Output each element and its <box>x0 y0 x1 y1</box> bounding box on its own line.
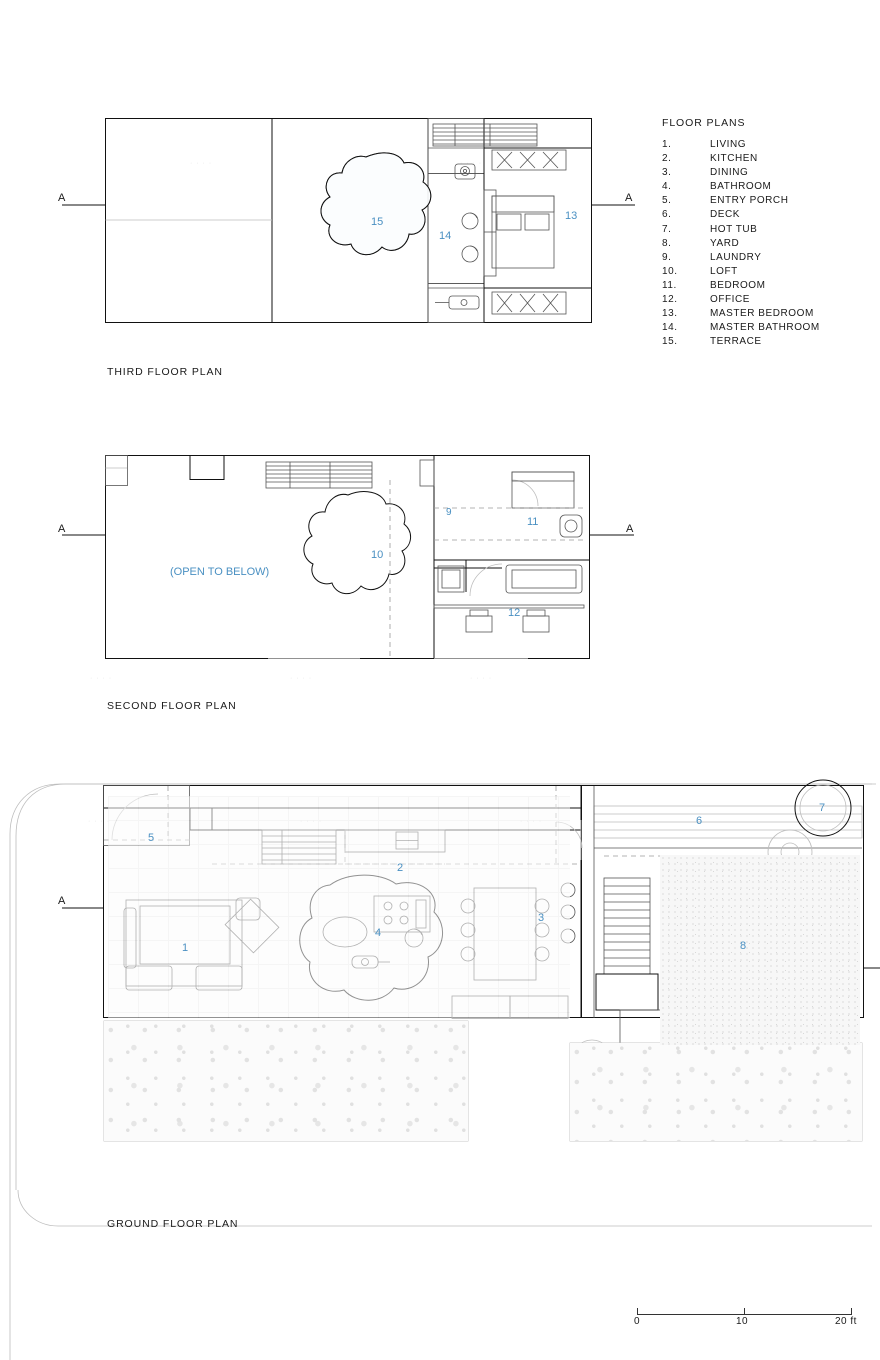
legend-item-label: KITCHEN <box>710 153 758 165</box>
legend-item-number: 10. <box>662 265 678 277</box>
legend-item-number: 14. <box>662 322 678 334</box>
room-number-9: 9 <box>446 507 452 518</box>
legend-item-label: OFFICE <box>710 294 750 306</box>
room-number-5: 5 <box>148 832 155 844</box>
legend-item-number: 13. <box>662 308 678 320</box>
watermark: · · · · <box>460 160 483 167</box>
front-garden-planting <box>104 1021 468 1141</box>
interior-floor-pattern <box>108 796 570 1018</box>
second-floor-plan <box>0 420 880 720</box>
legend-item-label: LIVING <box>710 139 747 150</box>
legend-item-number: 15. <box>662 336 678 348</box>
legend-item-label: YARD <box>710 237 740 249</box>
legend-item-label: DECK <box>710 209 740 221</box>
legend-item-number: 5. <box>662 195 672 207</box>
watermark: · · · · <box>470 675 493 682</box>
room-number-2: 2 <box>397 862 404 874</box>
room-number-11: 11 <box>527 516 539 528</box>
third-floor-plan-geometry <box>0 0 880 400</box>
legend-item-number: 8. <box>662 237 672 249</box>
legend-title: FLOOR PLANS <box>662 117 746 129</box>
legend-item-label: MASTER BEDROOM <box>710 308 814 320</box>
legend-item-label: TERRACE <box>710 336 762 348</box>
legend-item-number: 1. <box>662 139 672 150</box>
scale-label-0: 0 <box>634 1316 641 1327</box>
legend-item-label: LOFT <box>710 265 738 277</box>
section-marker-a-right: A <box>625 192 633 204</box>
legend-item-number: 6. <box>662 209 672 221</box>
scale-label-10: 10 <box>736 1316 749 1327</box>
section-marker-a-left: A <box>58 523 66 535</box>
legend-item-label: MASTER BATHROOM <box>710 322 820 334</box>
legend-item-label: BEDROOM <box>710 279 766 291</box>
section-marker-a-left: A <box>58 192 66 204</box>
third-floor-plan-title: THIRD FLOOR PLAN <box>107 366 223 378</box>
ground-floor-plan-title: GROUND FLOOR PLAN <box>107 1218 239 1230</box>
watermark: · · · · <box>90 675 113 682</box>
scale-tick <box>851 1308 852 1315</box>
watermark: · · · · <box>88 818 111 825</box>
watermark: · · · · <box>520 818 543 825</box>
second-floor-plan-geometry <box>0 420 880 720</box>
legend-item-label: ENTRY PORCH <box>710 195 789 207</box>
legend-item-number: 3. <box>662 167 672 179</box>
room-number-8: 8 <box>740 940 747 952</box>
room-number-3: 3 <box>538 912 545 924</box>
legend-item-number: 12. <box>662 294 678 306</box>
scale-bar <box>634 1300 867 1330</box>
rear-garden-planting <box>570 1043 862 1141</box>
watermark: · · · · <box>290 675 313 682</box>
room-number-15: 15 <box>371 216 384 228</box>
legend-item-label: HOT TUB <box>710 223 758 235</box>
legend-item-number: 11. <box>662 279 677 291</box>
room-number-1: 1 <box>182 942 189 954</box>
open-to-below-label: (OPEN TO BELOW) <box>170 566 270 578</box>
scale-tick <box>744 1308 745 1315</box>
room-number-7: 7 <box>819 802 826 814</box>
legend-item-number: 4. <box>662 181 672 193</box>
watermark: · · · · <box>300 818 323 825</box>
room-number-12: 12 <box>508 607 521 619</box>
legend-item-label: DINING <box>710 167 749 179</box>
second-floor-plan-title: SECOND FLOOR PLAN <box>107 700 237 712</box>
section-marker-a-left: A <box>58 895 66 907</box>
third-floor-plan <box>0 0 880 400</box>
legend-item-number: 7. <box>662 223 672 235</box>
room-number-4: 4 <box>375 927 382 939</box>
room-number-14: 14 <box>439 230 452 242</box>
legend-item-number: 2. <box>662 153 672 165</box>
watermark: · · · · <box>190 160 213 167</box>
yard-gravel-surface <box>660 855 860 1045</box>
ground-floor-plan <box>0 760 880 1260</box>
legend-item-number: 9. <box>662 251 672 263</box>
room-number-6: 6 <box>696 815 703 827</box>
scale-tick <box>637 1308 638 1315</box>
room-number-10: 10 <box>371 549 384 561</box>
section-marker-a-right: A <box>626 523 634 535</box>
scale-label-20: 20 ft <box>835 1316 857 1327</box>
legend-item-label: BATHROOM <box>710 181 772 193</box>
legend-item-label: LAUNDRY <box>710 251 762 263</box>
room-number-13: 13 <box>565 210 578 222</box>
